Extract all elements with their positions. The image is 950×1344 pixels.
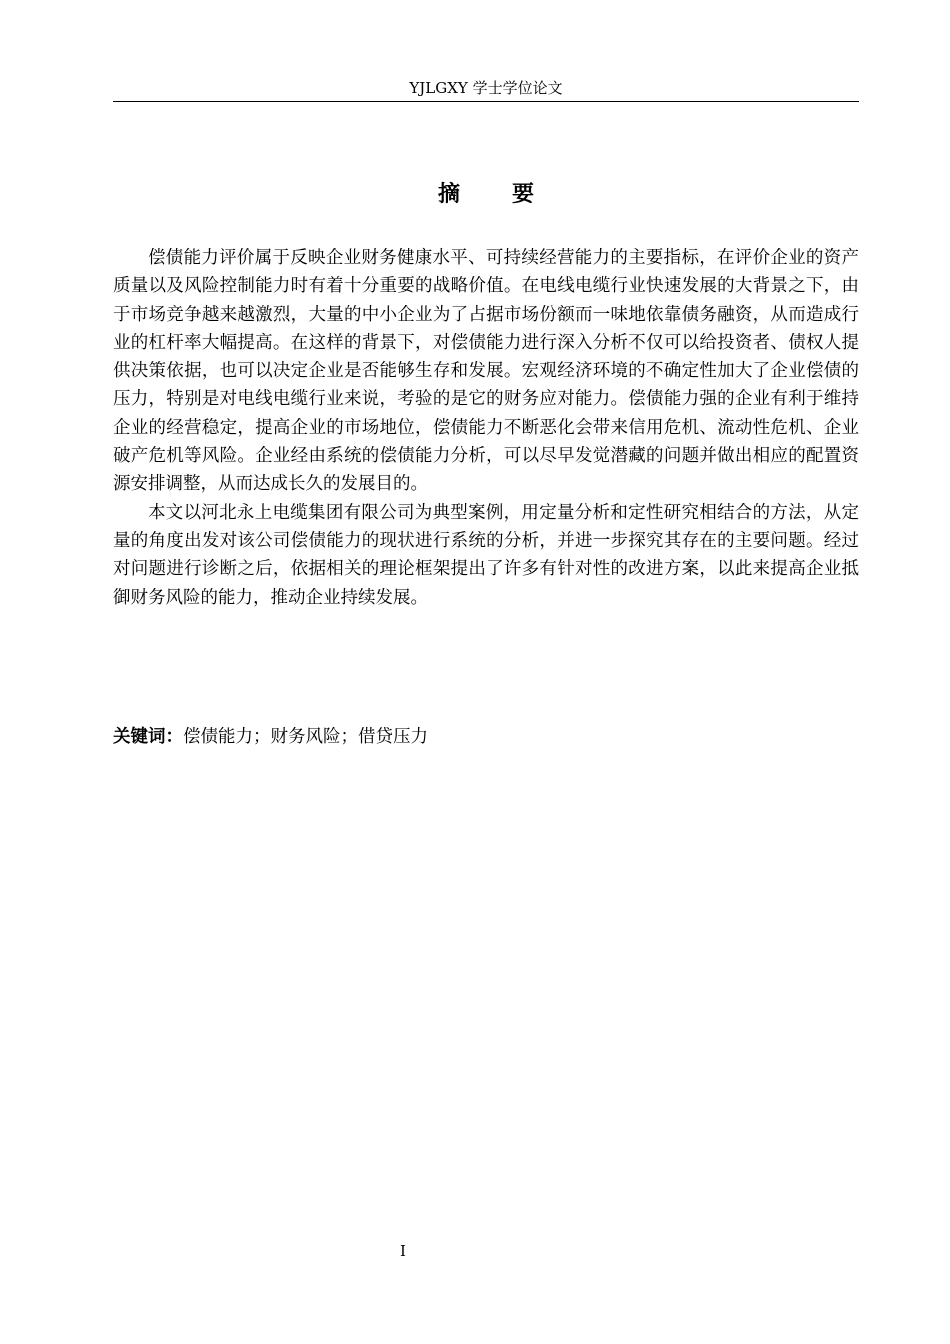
page-number: I — [400, 1242, 406, 1260]
running-header: YJLGXY 学士学位论文 — [409, 79, 563, 97]
abstract-title: 摘要 — [437, 182, 586, 207]
header-divider — [113, 101, 859, 102]
abstract-body — [113, 244, 859, 612]
keywords-line — [113, 723, 859, 751]
abstract-paragraph-1: 偿债能力评价属于反映企业财务健康水平、可持续经营能力的主要指标，在评价企业的资产质量以及风险控制能力时有着十分重要的战略价值。在电线电缆行业快速发展的大背景之下，由于市场竞争越来越激烈，大量的中小企业为了占据市场份额而一味地依靠债务融资，从而造成行业的杠杆率大幅提高。在这样的背景下，对偿债能力进行深入分析不仅可以给投资者、债权人提供决策依据，也可以决定企业是否能够生存和发展。宏观经济环境的不确定性加大了企业偿债的压力，特别是对电线电缆行业来说，考验的是它的财务应对能力。偿债能力强的企业有利于维持企业的经营稳定，提高企业的市场地位，偿债能力不断恶化会带来信用危机、流动性危机、企业破产危机等风险。企业经由系统的偿债能力分析，可以尽早发觉潜藏的问题并做出相应的配置资源安排调整，从而达成长久的发展目的。 — [113, 248, 859, 495]
keywords-label: 关键词： — [113, 727, 183, 747]
abstract-paragraph-2: 本文以河北永上电缆集团有限公司为典型案例，用定量分析和定性研究相结合的方法，从定量的角度出发对该公司偿债能力的现状进行系统的分析，并进一步探究其存在的主要问题。经过对问题进行诊断之后，依据相关的理论框架提出了许多有针对性的改进方案，以此来提高企业抵御财务风险的能力，推动企业持续发展。 — [113, 502, 859, 608]
keywords-text: 偿债能力；财务风险；借贷压力 — [183, 727, 428, 747]
